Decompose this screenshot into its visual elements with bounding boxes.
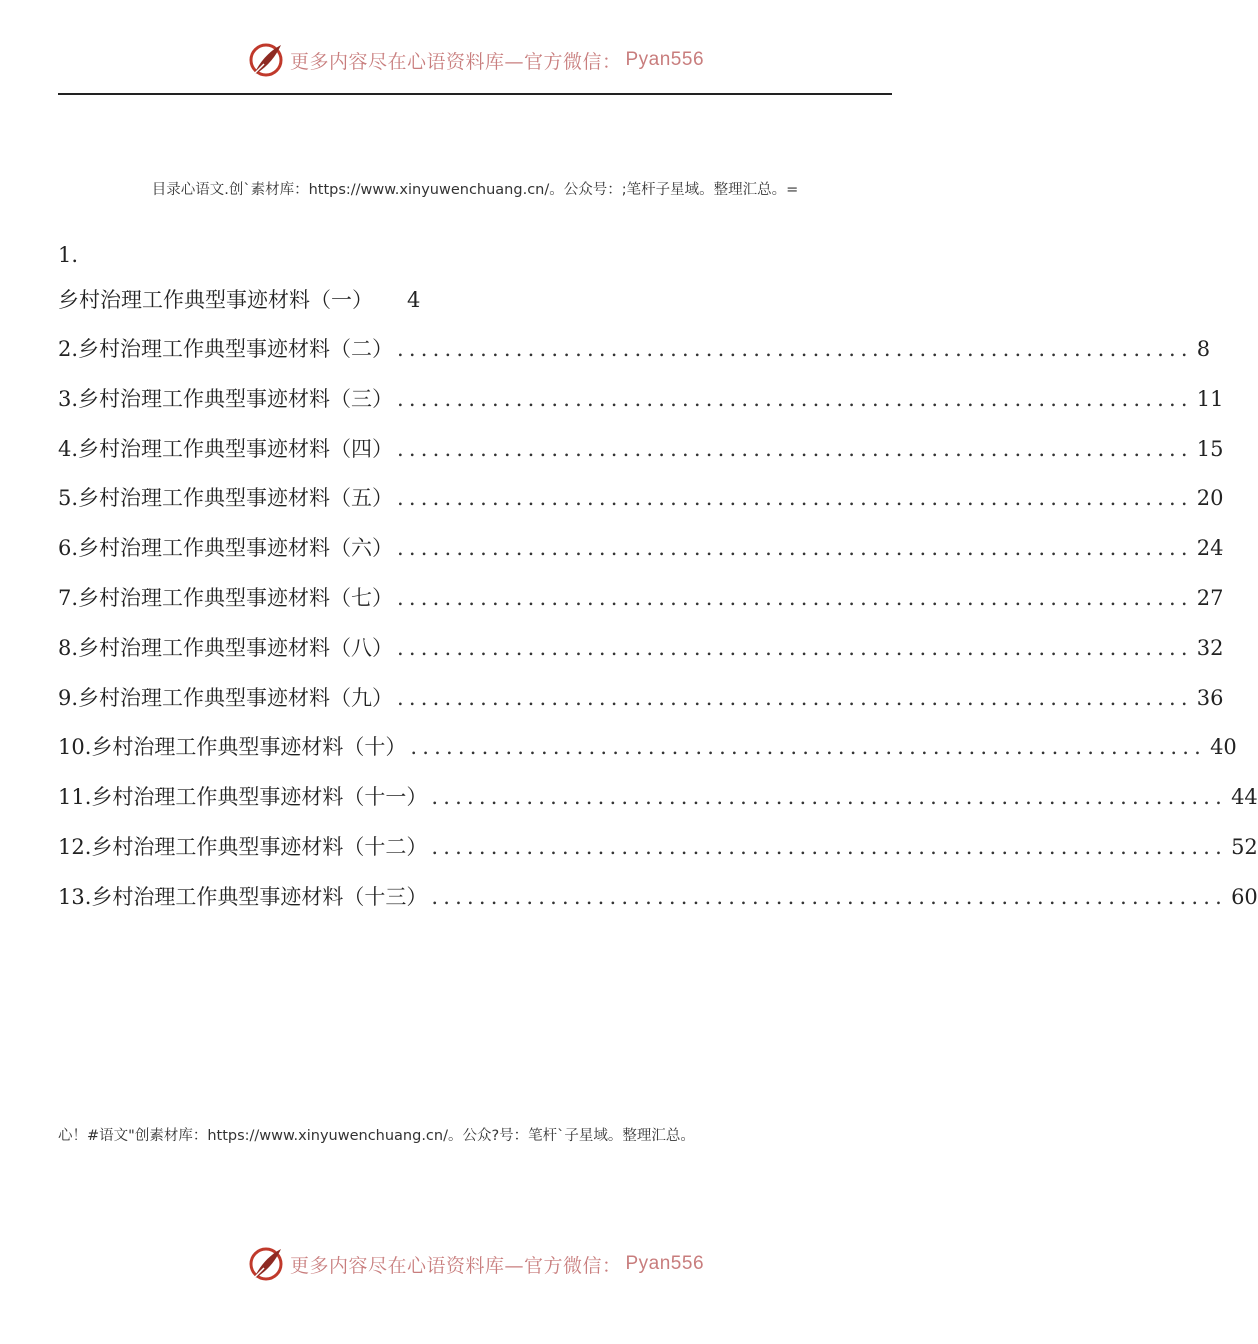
toc-first-entry[interactable] xyxy=(58,275,892,325)
toc-entry-page: 40 xyxy=(1210,735,1237,760)
toc-entry-label: 2.乡村治理工作典型事迹材料（二） xyxy=(58,337,394,361)
toc-entry-page: 36 xyxy=(1196,685,1224,710)
toc-entry-page: 4 xyxy=(407,288,421,312)
toc-entry-page: 60 xyxy=(1231,884,1258,909)
header-banner-wechat: Pyan556 xyxy=(625,49,705,70)
footer-banner-text: 更多内容尽在心语资料库—官方微信： xyxy=(289,1254,622,1277)
toc-entry-label: 13.乡村治理工作典型事迹材料（十三） xyxy=(58,884,428,909)
toc-dot-leader: ................................................................... xyxy=(397,337,1193,361)
toc-entry-label: 3.乡村治理工作典型事迹材料（三） xyxy=(58,386,394,411)
toc-entry[interactable] xyxy=(58,375,1224,425)
toc-entry-page: 32 xyxy=(1196,635,1224,660)
toc-entry[interactable] xyxy=(58,723,1237,773)
toc-entry-page: 52 xyxy=(1231,834,1258,859)
toc-entry[interactable] xyxy=(58,524,1224,574)
toc-entry[interactable] xyxy=(58,474,1224,524)
toc-entry[interactable] xyxy=(58,325,1211,375)
toc-entry-page: 11 xyxy=(1196,386,1224,411)
toc-first-number: 1. xyxy=(58,243,79,267)
header-banner-text: 更多内容尽在心语资料库—官方微信： xyxy=(289,50,622,73)
toc-entry-label: 9.乡村治理工作典型事迹材料（九） xyxy=(58,685,394,710)
toc-entry[interactable] xyxy=(58,674,1224,724)
toc-dot-leader: ................................................................... xyxy=(410,735,1207,760)
toc-entry-page: 20 xyxy=(1196,486,1224,511)
toc-dot-leader: ................................................................... xyxy=(397,685,1193,710)
toc-entry[interactable] xyxy=(58,773,1258,823)
toc-entry-label: 12.乡村治理工作典型事迹材料（十二） xyxy=(58,834,428,859)
footer-banner-wechat: Pyan556 xyxy=(625,1253,705,1274)
toc-entry-label: 4.乡村治理工作典型事迹材料（四） xyxy=(58,436,394,461)
toc-entry-label: 10.乡村治理工作典型事迹材料（十） xyxy=(58,735,407,760)
toc-dot-leader: ................................................................... xyxy=(397,386,1193,411)
table-of-contents xyxy=(58,235,1258,923)
footer-banner xyxy=(0,1240,950,1288)
toc-entry-page: 44 xyxy=(1231,785,1258,810)
toc-dot-leader: ................................................................... xyxy=(431,834,1228,859)
toc-entry-label: 6.乡村治理工作典型事迹材料（六） xyxy=(58,536,394,561)
toc-dot-leader: ................................................................... xyxy=(397,486,1193,511)
header-banner xyxy=(0,36,950,84)
toc-entry[interactable] xyxy=(58,425,1224,475)
toc-dot-leader: ................................................................... xyxy=(397,536,1193,561)
toc-entry-page: 15 xyxy=(1196,436,1224,461)
toc-dot-leader: ................................................................... xyxy=(397,635,1193,660)
toc-entry[interactable] xyxy=(58,624,1224,674)
toc-entry-label: 7.乡村治理工作典型事迹材料（七） xyxy=(58,585,394,610)
toc-entry-label: 11.乡村治理工作典型事迹材料（十一） xyxy=(58,785,428,810)
toc-entry-label: 8.乡村治理工作典型事迹材料（八） xyxy=(58,635,394,660)
toc-entry-page: 27 xyxy=(1196,585,1224,610)
toc-entry[interactable] xyxy=(58,823,1258,873)
quill-pen-logo-icon xyxy=(246,1244,286,1284)
toc-dot-leader: ................................................................... xyxy=(397,585,1193,610)
footer-note: 心！#语文"创素材库：https://www.xinyuwenchuang.cn/。公众?号：笔杆`子星域。整理汇总。 xyxy=(58,1128,695,1144)
header-rule xyxy=(58,93,892,95)
toc-entry[interactable] xyxy=(58,574,1224,624)
toc-dot-leader: ................................................................... xyxy=(431,884,1228,909)
toc-entry-label: 乡村治理工作典型事迹材料（一） xyxy=(58,288,373,312)
toc-entry[interactable] xyxy=(58,873,1258,923)
toc-entry-label: 5.乡村治理工作典型事迹材料（五） xyxy=(58,486,394,511)
toc-entry-page: 8 xyxy=(1196,337,1211,361)
toc-dot-leader: ................................................................... xyxy=(397,436,1193,461)
toc-entry-list xyxy=(58,325,1258,923)
toc-dot-leader: ................................................................... xyxy=(431,785,1228,810)
quill-pen-logo-icon xyxy=(246,40,286,80)
document-title: 目录心语文.创`素材库：https://www.xinyuwenchuang.cn/。公众号：;笔杆子星域。整理汇总。= xyxy=(151,182,799,198)
toc-entry-page: 24 xyxy=(1196,536,1224,561)
